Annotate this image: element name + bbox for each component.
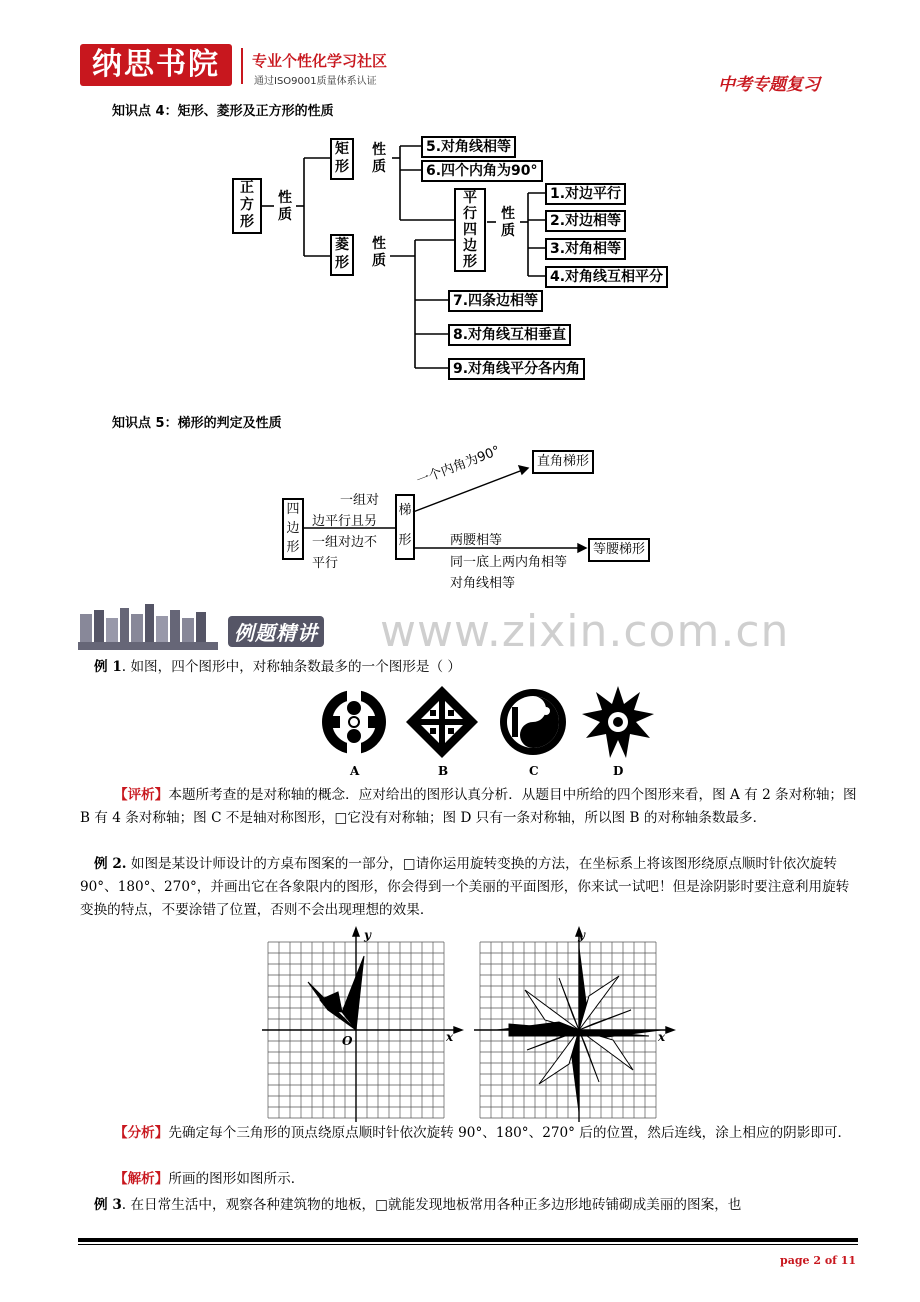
cond-line-2: 边平行且另 (312, 514, 378, 529)
para-prop-2: 2.对边相等 (545, 210, 626, 232)
ex2-grid-original (268, 942, 464, 1122)
page-number: page 2 of 11 (780, 1254, 857, 1267)
ex1-figure-b (404, 684, 480, 760)
right-trapezoid-box: 直角梯形 (532, 450, 594, 474)
section-title: 中考专题复习 (718, 75, 820, 95)
rectangle-property-label: 性质 (372, 142, 386, 175)
iso-cond-3: 对角线相等 (450, 576, 516, 591)
cond-line-4: 平行 (312, 556, 339, 571)
rect-prop-5: 5.对角线相等 (421, 136, 516, 158)
ex1-label-b: B (438, 764, 449, 778)
parallelogram-property-label: 性质 (501, 206, 515, 239)
cond-line-1: 一组对 (340, 493, 380, 508)
square-property-label: 性质 (278, 190, 292, 223)
ex1-figure-d (580, 684, 656, 760)
cond-line-3: 一组对边不 (312, 535, 378, 550)
ex2-solution: 【解析】所画的图形如图所示． (114, 1171, 305, 1187)
rhombus-prop-8: 8.对角线互相垂直 (448, 324, 571, 346)
banner-title: 例题精讲 (228, 616, 324, 647)
rhombus-box: 菱形 (330, 234, 354, 276)
kp4-title: 知识点 4：矩形、菱形及正方形的性质 (112, 104, 334, 119)
origin-label: O (342, 1034, 353, 1048)
rhombus-prop-7: 7.四条边相等 (448, 290, 543, 312)
watermark: www.zixin.com.cn (380, 606, 790, 657)
iso-cond-2: 同一底上两内角相等 (450, 555, 568, 570)
ex1-figure-c (498, 687, 568, 757)
axis-x-label-right: x (658, 1030, 666, 1044)
books-icon (78, 604, 218, 652)
para-prop-4: 4.对角线互相平分 (545, 266, 668, 288)
ex3-question: 例 3. 在日常生活中，观察各种建筑物的地板，□就能发现地板常用各种正多边形地砖铺砌成美丽的图案，也 (94, 1197, 742, 1213)
ex2-grid-rotated (480, 942, 676, 1122)
ex1-review: 【评析】本题所考查的是对称轴的概念．应对给出的图形认真分析．从题目中所给的四个图形来看，图 A 有 2 条对称轴；图 B 有 4 条对称轴；图 C 不是轴对称图形，□它没有对称轴；图 D 只有一条对称轴，所以图 B 的对称轴条数最多． (80, 787, 857, 826)
axis-y-label-right: y (578, 928, 585, 942)
right-angle-condition: 一个内角为90° (414, 443, 503, 489)
trapezoid-box: 梯形 (395, 494, 415, 560)
ex2-question: 例 2. 如图是某设计师设计的方桌布图案的一部分，□请你运用旋转变换的方法，在坐标系上将该图形绕原点顺时针依次旋转 90°、180°、270°，并画出它在各象限内的图形，你会得到一个美丽的平面图形，你来试一试吧！但是涂阴影时要注意利用旋转变换的特点，不要涂错了位置，否则不会出现理想的效果． (80, 856, 850, 918)
footer-rule-thin (78, 1244, 858, 1245)
ex2-analysis: 【分析】先确定每个三角形的顶点绕原点顺时针依次旋转 90°、180°、270° 后的位置，然后连线，涂上相应的阴影即可． (114, 1125, 852, 1141)
rhombus-prop-9: 9.对角线平分各内角 (448, 358, 585, 380)
iso-cond-1: 两腰相等 (450, 533, 503, 548)
rect-prop-6: 6.四个内角为90° (421, 160, 543, 182)
kp5-connector-lines (0, 0, 920, 620)
kp5-title: 知识点 5：梯形的判定及性质 (112, 416, 282, 431)
rectangle-box: 矩形 (330, 138, 354, 180)
footer-rule-thick (78, 1238, 858, 1242)
certification: 通过ISO9001质量体系认证 (254, 76, 377, 87)
quadrilateral-box: 四边形 (282, 498, 304, 560)
isosceles-trapezoid-box: 等腰梯形 (588, 538, 650, 562)
axis-x-label-left: x (446, 1030, 454, 1044)
axis-y-label-left: y (364, 928, 371, 942)
logo: 纳思书院 (80, 44, 232, 86)
parallelogram-box: 平行四边形 (454, 188, 486, 272)
rhombus-property-label: 性质 (372, 236, 386, 269)
ex1-figure-a (320, 688, 388, 756)
ex1-label-d: D (613, 764, 624, 778)
square-box: 正方形 (232, 178, 262, 234)
example-section-banner (78, 604, 343, 652)
para-prop-1: 1.对边平行 (545, 183, 626, 205)
para-prop-3: 3.对角相等 (545, 238, 626, 260)
slogan: 专业个性化学习社区 (252, 52, 388, 70)
ex1-label-a: A (350, 764, 360, 778)
ex1-label-c: C (529, 764, 539, 778)
ex1-question: 例 1. 如图，四个图形中，对称轴条数最多的一个图形是（ ） (94, 659, 462, 675)
